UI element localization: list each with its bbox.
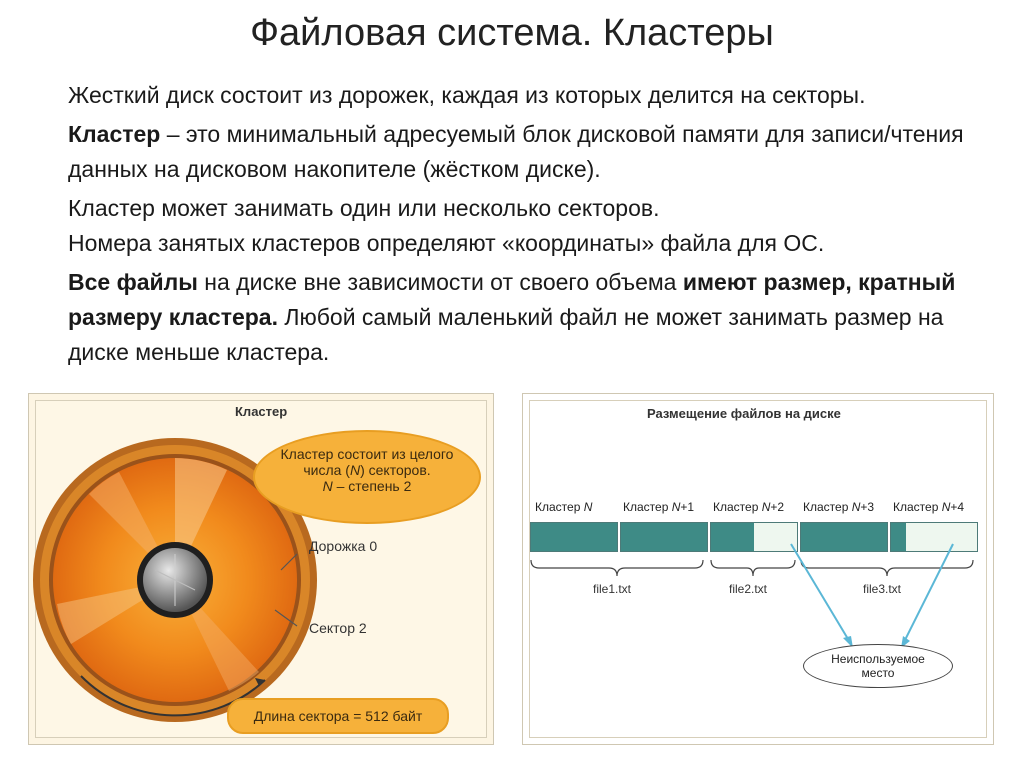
file-placement-diagram — [523, 394, 993, 744]
cluster-label-n: Кластер N — [535, 500, 593, 514]
cluster-label-n1: Кластер N+1 — [623, 500, 695, 514]
sector-size-pill: Длина сектора = 512 байт — [227, 698, 449, 734]
slide-title: Файловая система. Кластеры — [250, 12, 774, 54]
file3-label: file3.txt — [863, 582, 902, 596]
cluster-figure-title: Кластер — [235, 404, 288, 419]
paragraph-tracks: Жесткий диск состоит из дорожек, каждая из которых делится на секторы. — [68, 82, 866, 108]
oval-line-3: N – степень 2 — [322, 478, 412, 494]
file2-label: file2.txt — [729, 582, 768, 596]
file1-label: file1.txt — [593, 582, 632, 596]
file-placement-title: Размещение файлов на диске — [647, 406, 841, 421]
brace-file2 — [711, 560, 795, 576]
cluster-figure — [28, 393, 494, 745]
oval-line-1: Кластер состоит из целого — [280, 446, 454, 462]
paragraph-cluster-sectors: Кластер может занимать один или несколько секторов. Номера занятых кластеров определяют «координаты» файла для ОС. — [68, 195, 825, 256]
paragraph-file-size: Все файлы на диске вне зависимости от своего объема имеют размер, кратный размеру кластера. Любой самый маленький файл не может занимать размер на диске меньше кластера. — [68, 269, 956, 365]
arrow-unused-1 — [791, 544, 851, 644]
file-placement-figure — [522, 393, 994, 745]
cluster-label-n2: Кластер N+2 — [713, 500, 785, 514]
cluster-label-n3: Кластер N+3 — [803, 500, 875, 514]
cluster-info-oval — [253, 430, 481, 524]
paragraph-cluster-definition: Кластер – это минимальный адресуемый блок дисковой памяти для записи/чтения данных на дисковом накопителе (жёстком диске). — [68, 121, 964, 182]
unused-space-ellipse: Неиспользуемое место — [803, 644, 953, 688]
oval-line-2: числа (N) секторов. — [303, 462, 431, 478]
cluster-label-n4: Кластер N+4 — [893, 500, 965, 514]
sector-label: Сектор 2 — [309, 620, 367, 636]
brace-file3 — [801, 560, 973, 576]
brace-file1 — [531, 560, 703, 576]
slide-body — [68, 78, 988, 374]
arrow-unused-2 — [903, 544, 953, 644]
track-label: Дорожка 0 — [309, 538, 378, 554]
